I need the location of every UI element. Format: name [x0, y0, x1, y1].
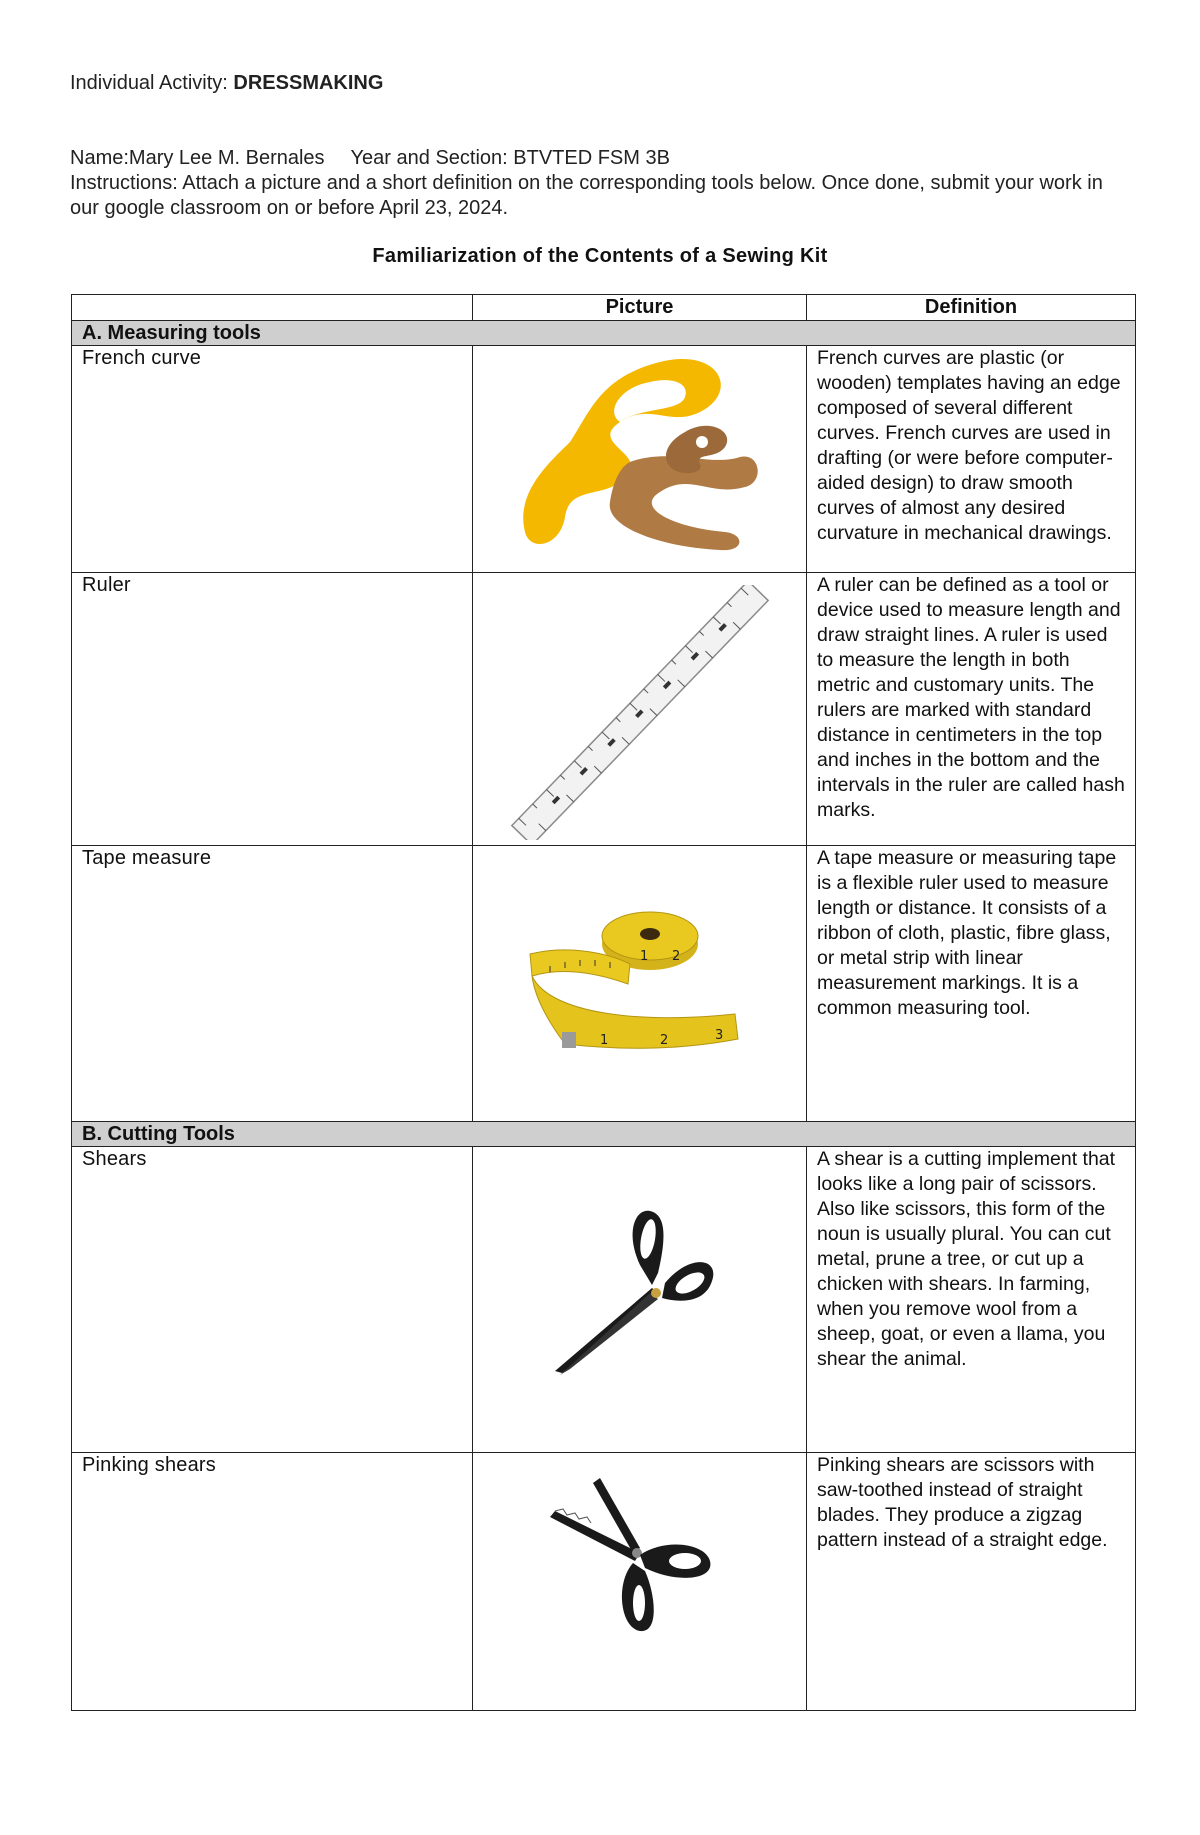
- header-definition: Definition: [807, 295, 1136, 321]
- sewing-kit-table: [71, 294, 1136, 1711]
- table-row: [72, 573, 1136, 846]
- definition-text: A shear is a cutting implement that looks like a long pair of scissors. Also like scissors, this form of the noun is usually plural. You can cut metal, prune a tree, or cut up a chicken with shears. In farming, when you remove wool from a sheep, goat, or even a llama, you shear the animal.: [807, 1147, 1136, 1453]
- svg-text:1: 1: [639, 949, 648, 964]
- activity-value: DRESSMAKING: [233, 72, 384, 94]
- shears-image: [540, 1203, 740, 1383]
- tape-measure-image: [520, 904, 760, 1064]
- activity-label: Individual Activity:: [70, 72, 228, 94]
- table-row: [72, 1453, 1136, 1711]
- pinking-handle-hole-1: [669, 1553, 701, 1569]
- picture-cell: [473, 1453, 807, 1711]
- section-label: B. Cutting Tools: [72, 1122, 1136, 1147]
- picture-cell: [473, 346, 807, 573]
- table-row: [72, 1147, 1136, 1453]
- name-line: [70, 146, 670, 171]
- svg-text:1: 1: [599, 1033, 608, 1048]
- table-row: [72, 346, 1136, 573]
- tool-name: Ruler: [72, 573, 473, 846]
- curve-hole: [696, 436, 708, 448]
- section-row-cutting: [72, 1122, 1136, 1147]
- picture-cell: [473, 573, 807, 846]
- tool-name: Shears: [72, 1147, 473, 1453]
- shears-shape: [555, 1211, 713, 1375]
- tape-metal-tip: [562, 1032, 576, 1048]
- definition-text: A ruler can be defined as a tool or device used to measure length and draw straight lines. A ruler is used to measure the length in both metric and customary units. The rulers are marked with standard distance in centimeters in the top and inches in the bottom and the intervals in the ruler are called hash marks.: [807, 573, 1136, 846]
- section-label: A. Measuring tools: [72, 321, 1136, 346]
- tape-roll-hole: [640, 928, 660, 940]
- svg-text:2: 2: [671, 949, 680, 964]
- tool-name: Tape measure: [72, 846, 473, 1122]
- tool-name: Pinking shears: [72, 1453, 473, 1711]
- header-picture: Picture: [473, 295, 807, 321]
- instructions: Instructions: Attach a picture and a short definition on the corresponding tools below. Once done, submit your work in our google classroom on or before April 23, 2024.: [70, 172, 1103, 219]
- pinking-shears-image: [545, 1473, 735, 1643]
- definition-text: Pinking shears are scissors with saw-toothed instead of straight blades. They produce a zigzag pattern instead of a straight edge.: [807, 1453, 1136, 1711]
- definition-text: A tape measure or measuring tape is a flexible ruler used to measure length or distance. It consists of a ribbon of cloth, plastic, fibre glass, or metal strip with linear measurement markings. It is a common measuring tool.: [807, 846, 1136, 1122]
- section-row-measuring: [72, 321, 1136, 346]
- year-section: Year and Section: BTVTED FSM 3B: [350, 147, 670, 169]
- ruler-image: [505, 585, 775, 840]
- picture-cell: [473, 1147, 807, 1453]
- svg-text:2: 2: [659, 1033, 668, 1048]
- activity-line: [70, 71, 383, 96]
- table-row: [72, 846, 1136, 1122]
- header-tool: [72, 295, 473, 321]
- table-header-row: [72, 295, 1136, 321]
- definition-text: French curves are plastic (or wooden) templates having an edge composed of several different curves. French curves are used in drafting (or were before computer-aided design) to draw smooth curves of almost any desired curvature in mechanical drawings.: [807, 346, 1136, 573]
- page-title: Familiarization of the Contents of a Sewing Kit: [372, 245, 828, 267]
- french-curve-image: [510, 352, 770, 562]
- pinking-handle-hole-2: [633, 1585, 645, 1621]
- svg-text:3: 3: [714, 1028, 723, 1043]
- picture-cell: [473, 846, 807, 1122]
- tool-name: French curve: [72, 346, 473, 573]
- student-name: Name:Mary Lee M. Bernales: [70, 147, 325, 169]
